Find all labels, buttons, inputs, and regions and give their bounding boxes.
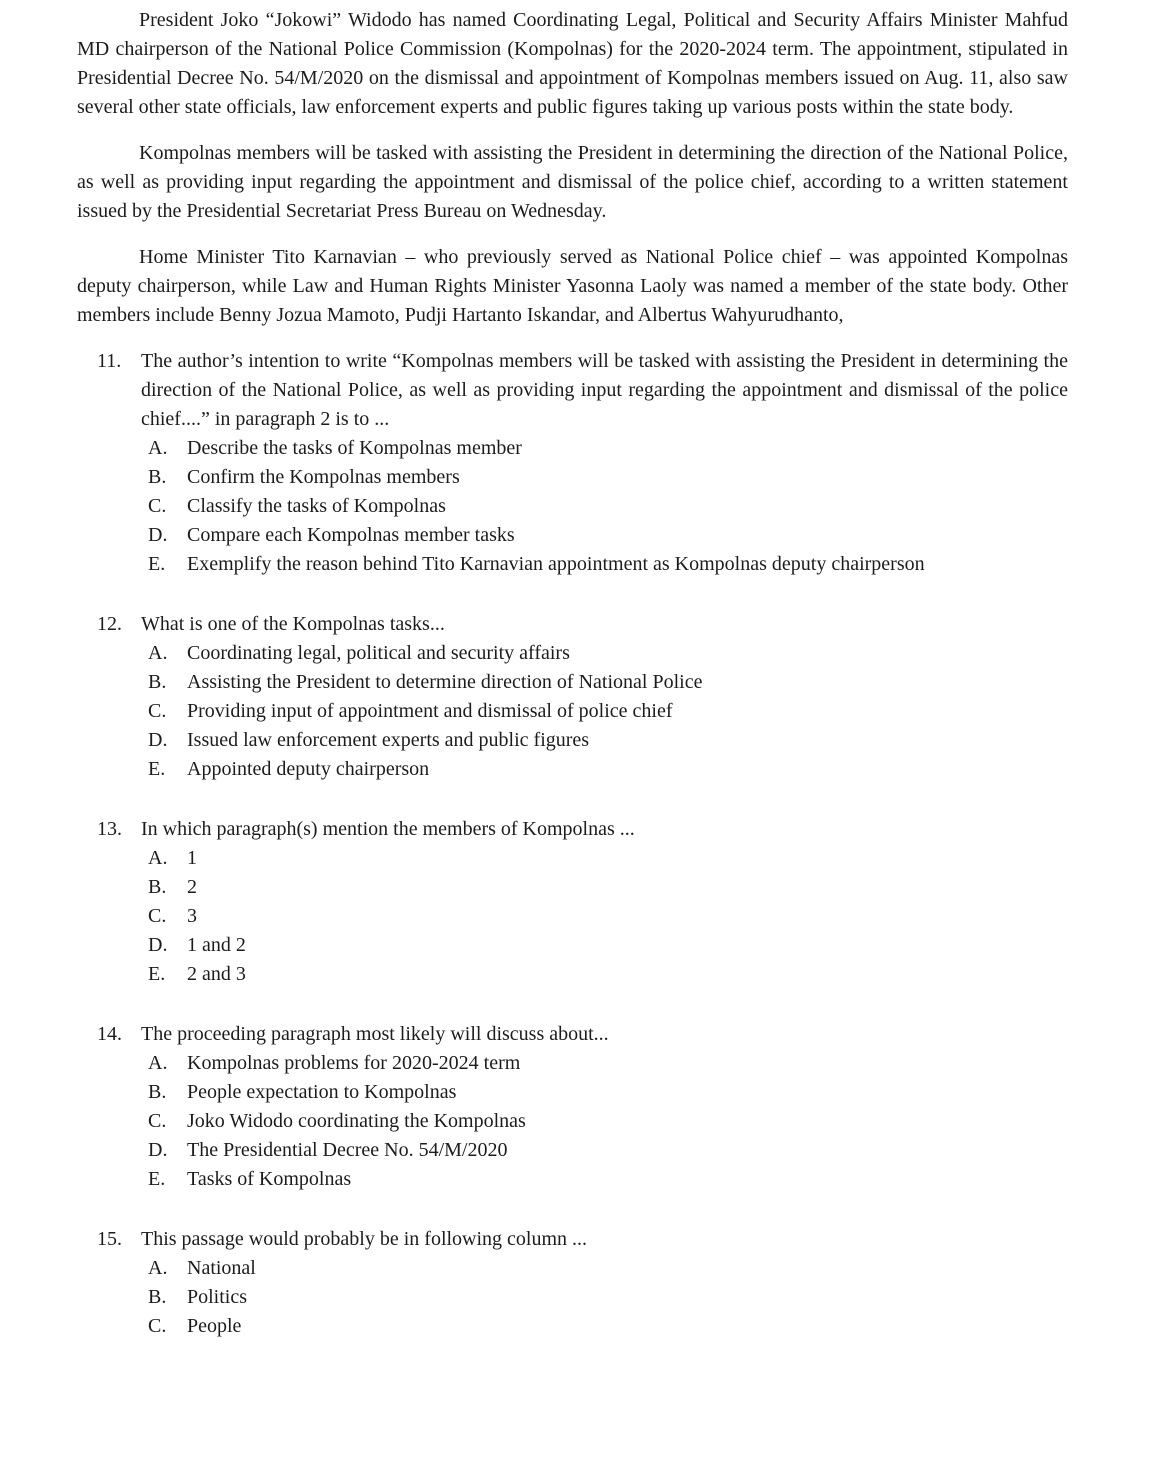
question-stem: The author’s intention to write “Kompolnas members will be tasked with assisting the President in determining the direction of the National Police, as well as providing input regarding the appointment and dismissal of the police chief....” in paragraph 2 is to ...: [141, 350, 1068, 430]
option-text: 1: [187, 847, 197, 869]
passage-paragraph: Kompolnas members will be tasked with assisting the President in determining the direction of the National Police, as well as providing input regarding the appointment and dismissal of the police chief, according to a written statement issued by the Presidential Secretariat Press Bureau on Wednesday.: [77, 142, 1068, 222]
option-text: Assisting the President to determine direction of National Police: [187, 671, 703, 693]
option-letter: B.: [148, 466, 167, 488]
question-body: [141, 610, 1068, 784]
option-text: Exemplify the reason behind Tito Karnavian appointment as Kompolnas deputy chairperson: [187, 553, 925, 575]
option-text: Appointed deputy chairperson: [187, 758, 430, 780]
answer-option: [148, 1107, 1068, 1136]
option-letter: A.: [148, 437, 168, 459]
option-text: The Presidential Decree No. 54/M/2020: [187, 1139, 508, 1161]
answer-option: [148, 1165, 1068, 1194]
answer-option: [148, 639, 1068, 668]
answer-option: [148, 1136, 1068, 1165]
question-stem: The proceeding paragraph most likely will discuss about...: [141, 1023, 609, 1045]
answer-option: [148, 550, 1068, 579]
answer-option: [148, 521, 1068, 550]
option-text: Issued law enforcement experts and public figures: [187, 729, 590, 751]
option-letter: B.: [148, 1286, 167, 1308]
option-letter: C.: [148, 495, 167, 517]
question-number: 14.: [97, 1023, 122, 1045]
option-text: 2 and 3: [187, 963, 246, 985]
option-letter: A.: [148, 1052, 168, 1074]
option-letter: D.: [148, 729, 168, 751]
option-text: National: [187, 1257, 256, 1279]
option-text: Confirm the Kompolnas members: [187, 466, 460, 488]
option-text: Politics: [187, 1286, 248, 1308]
question: [97, 1225, 1068, 1341]
passage-paragraph: President Joko “Jokowi” Widodo has named Coordinating Legal, Political and Security Affairs Minister Mahfud MD chairperson of the National Police Commission (Kompolnas) for the 2020-2024 term. The appointment, stipulated in Presidential Decree No. 54/M/2020 on the dismissal and appointment of Kompolnas members issued on Aug. 11, also saw several other state officials, law enforcement experts and public figures taking up various posts within the state body.: [77, 9, 1068, 118]
option-letter: C.: [148, 905, 167, 927]
option-letter: D.: [148, 524, 168, 546]
option-text: People: [187, 1315, 242, 1337]
question: [97, 347, 1068, 579]
option-letter: E.: [148, 758, 166, 780]
option-text: Tasks of Kompolnas: [187, 1168, 352, 1190]
passage-paragraph: Home Minister Tito Karnavian – who previously served as National Police chief – was appointed Kompolnas deputy chairperson, while Law and Human Rights Minister Yasonna Laoly was named a member of the state body. Other members include Benny Jozua Mamoto, Pudji Hartanto Iskandar, and Albertus Wahyurudhanto,: [77, 246, 1068, 326]
answer-option: [148, 873, 1068, 902]
answer-option: [148, 931, 1068, 960]
option-letter: A.: [148, 1257, 168, 1279]
options-list: [141, 1254, 1068, 1341]
option-text: 3: [187, 905, 197, 927]
answer-option: [148, 1078, 1068, 1107]
question-body: [141, 815, 1068, 989]
question-list: [77, 347, 1068, 1341]
answer-option: [148, 1254, 1068, 1283]
answer-option: [148, 1312, 1068, 1341]
answer-option: [148, 755, 1068, 784]
option-letter: C.: [148, 1110, 167, 1132]
question: [97, 1020, 1068, 1194]
question-number: 11.: [97, 350, 122, 372]
options-list: [141, 1049, 1068, 1194]
question-number: 13.: [97, 818, 122, 840]
answer-option: [148, 902, 1068, 931]
option-letter: D.: [148, 934, 168, 956]
option-letter: C.: [148, 700, 167, 722]
question-body: [141, 347, 1068, 579]
answer-option: [148, 1283, 1068, 1312]
option-text: Classify the tasks of Kompolnas: [187, 495, 446, 517]
option-text: Providing input of appointment and dismissal of police chief: [187, 700, 673, 722]
option-letter: C.: [148, 1315, 167, 1337]
question-stem: This passage would probably be in following column ...: [141, 1228, 588, 1250]
option-text: Kompolnas problems for 2020-2024 term: [187, 1052, 521, 1074]
option-text: Compare each Kompolnas member tasks: [187, 524, 515, 546]
answer-option: [148, 668, 1068, 697]
answer-option: [148, 434, 1068, 463]
answer-option: [148, 726, 1068, 755]
option-letter: E.: [148, 1168, 166, 1190]
option-text: Describe the tasks of Kompolnas member: [187, 437, 522, 459]
question-number: 12.: [97, 613, 122, 635]
question-number: 15.: [97, 1228, 122, 1250]
answer-option: [148, 1049, 1068, 1078]
option-letter: B.: [148, 671, 167, 693]
question: [97, 610, 1068, 784]
options-list: [141, 434, 1068, 579]
option-text: 1 and 2: [187, 934, 246, 956]
option-text: Joko Widodo coordinating the Kompolnas: [187, 1110, 526, 1132]
question-stem: What is one of the Kompolnas tasks...: [141, 613, 445, 635]
answer-option: [148, 844, 1068, 873]
option-text: People expectation to Kompolnas: [187, 1081, 457, 1103]
options-list: [141, 844, 1068, 989]
option-text: 2: [187, 876, 197, 898]
question-body: [141, 1225, 1068, 1341]
option-letter: B.: [148, 1081, 167, 1103]
option-letter: B.: [148, 876, 167, 898]
option-letter: A.: [148, 847, 168, 869]
option-letter: E.: [148, 963, 166, 985]
answer-option: [148, 960, 1068, 989]
option-letter: A.: [148, 642, 168, 664]
option-letter: E.: [148, 553, 166, 575]
answer-option: [148, 697, 1068, 726]
options-list: [141, 639, 1068, 784]
reading-passage: [77, 6, 1068, 330]
answer-option: [148, 492, 1068, 521]
question-stem: In which paragraph(s) mention the members of Kompolnas ...: [141, 818, 635, 840]
option-letter: D.: [148, 1139, 168, 1161]
answer-option: [148, 463, 1068, 492]
question-body: [141, 1020, 1068, 1194]
option-text: Coordinating legal, political and security affairs: [187, 642, 570, 664]
question: [97, 815, 1068, 989]
